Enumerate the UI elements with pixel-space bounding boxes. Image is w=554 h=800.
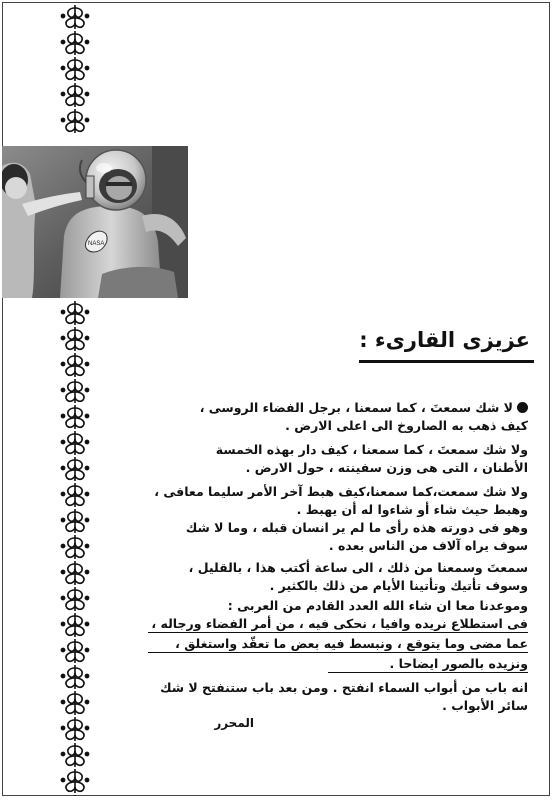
ornament-motif <box>60 82 90 108</box>
underline-rule <box>328 672 528 673</box>
ornament-motif <box>60 378 90 404</box>
ornament-motif <box>60 30 90 56</box>
ornament-motif <box>60 4 90 30</box>
underline-rule <box>148 632 528 633</box>
ornament-motif <box>60 508 90 534</box>
paragraph-7-line-1: انه باب من أبواب السماء انفتح . ومن بعد باب ستنفتح لا شك <box>160 680 528 695</box>
ornament-motif <box>60 716 90 742</box>
ornament-motif <box>60 56 90 82</box>
signature-editor: المحرر <box>214 716 254 730</box>
ornament-motif <box>60 534 90 560</box>
paragraph-1-line-2: كيف ذهب به الصاروخ الى اعلى الارض . <box>285 418 528 433</box>
ornament-motif <box>60 742 90 768</box>
paragraph-6-line-4: ونزيده بالصور ايضاحا . <box>389 656 528 671</box>
ornament-motif <box>60 638 90 664</box>
page-title: عزيزى القارىء : <box>359 328 530 352</box>
ornament-motif <box>60 794 90 796</box>
paragraph-4-line-1: وهو فى دورته هذه رأى ما لم ير انسان قبله ، وما لا شك <box>185 520 528 535</box>
ornament-border-bottom <box>58 300 92 796</box>
ornament-motif <box>60 300 90 326</box>
paragraph-6-line-1: وموعدنا معا ان شاء الله العدد القادم من العربى : <box>227 598 528 613</box>
ornament-motif <box>60 482 90 508</box>
paragraph-5-line-2: وسوف تأتيك وتأتينا الأيام من ذلك بالكثير . <box>269 578 528 593</box>
paragraph-7-line-2: سائر الأبواب . <box>442 698 528 713</box>
ornament-motif <box>60 768 90 794</box>
paragraph-6-line-2: فى استطلاع نريده وافيا ، نحكى فيه ، من أمر الفضاء ورجاله ، <box>151 616 528 631</box>
title-underline <box>359 360 534 363</box>
ornament-motif <box>60 586 90 612</box>
paragraph-2-line-1: ولا شك سمعتَ ، كما سمعنا ، كيف دار بهذه الخمسة <box>215 442 528 457</box>
ornament-motif <box>60 108 90 134</box>
paragraph-4-line-2: سوف يراه آلاف من الناس بعده . <box>328 538 528 553</box>
ornament-motif <box>60 430 90 456</box>
bullet-dot-icon <box>517 402 528 413</box>
svg-text:NASA: NASA <box>88 241 105 247</box>
ornament-motif <box>60 326 90 352</box>
ornament-motif <box>60 664 90 690</box>
ornament-motif <box>60 560 90 586</box>
underline-rule <box>148 652 528 653</box>
astronaut-photo <box>2 146 188 298</box>
ornament-motif <box>60 352 90 378</box>
ornament-border-top <box>58 4 92 142</box>
ornament-motif <box>60 404 90 430</box>
paragraph-1-line-1: لا شك سمعتَ ، كما سمعنا ، برجل الفضاء الروسى ، <box>200 400 528 415</box>
paragraph-6-line-3: عما مضى وما يتوقع ، ونبسط فيه بعض ما تعقّد واستغلق ، <box>175 636 528 651</box>
paragraph-5-line-1: سمعتَ وسمعنا من ذلك ، الى ساعة أكتب هذا ، بالقليل ، <box>188 560 528 575</box>
paragraph-2-line-2: الأطنان ، التى هى وزن سفينته ، حول الارض . <box>245 460 528 475</box>
ornament-motif <box>60 612 90 638</box>
paragraph-3-line-1: ولا شك سمعت،كما سمعنا،كيف هبط آخر الأمر سليما معافى ، <box>154 484 528 499</box>
paragraph-3-line-2: وهبط حيث شاء أو شاءوا له أن يهبط . <box>296 502 528 517</box>
ornament-motif <box>60 456 90 482</box>
ornament-motif <box>60 690 90 716</box>
